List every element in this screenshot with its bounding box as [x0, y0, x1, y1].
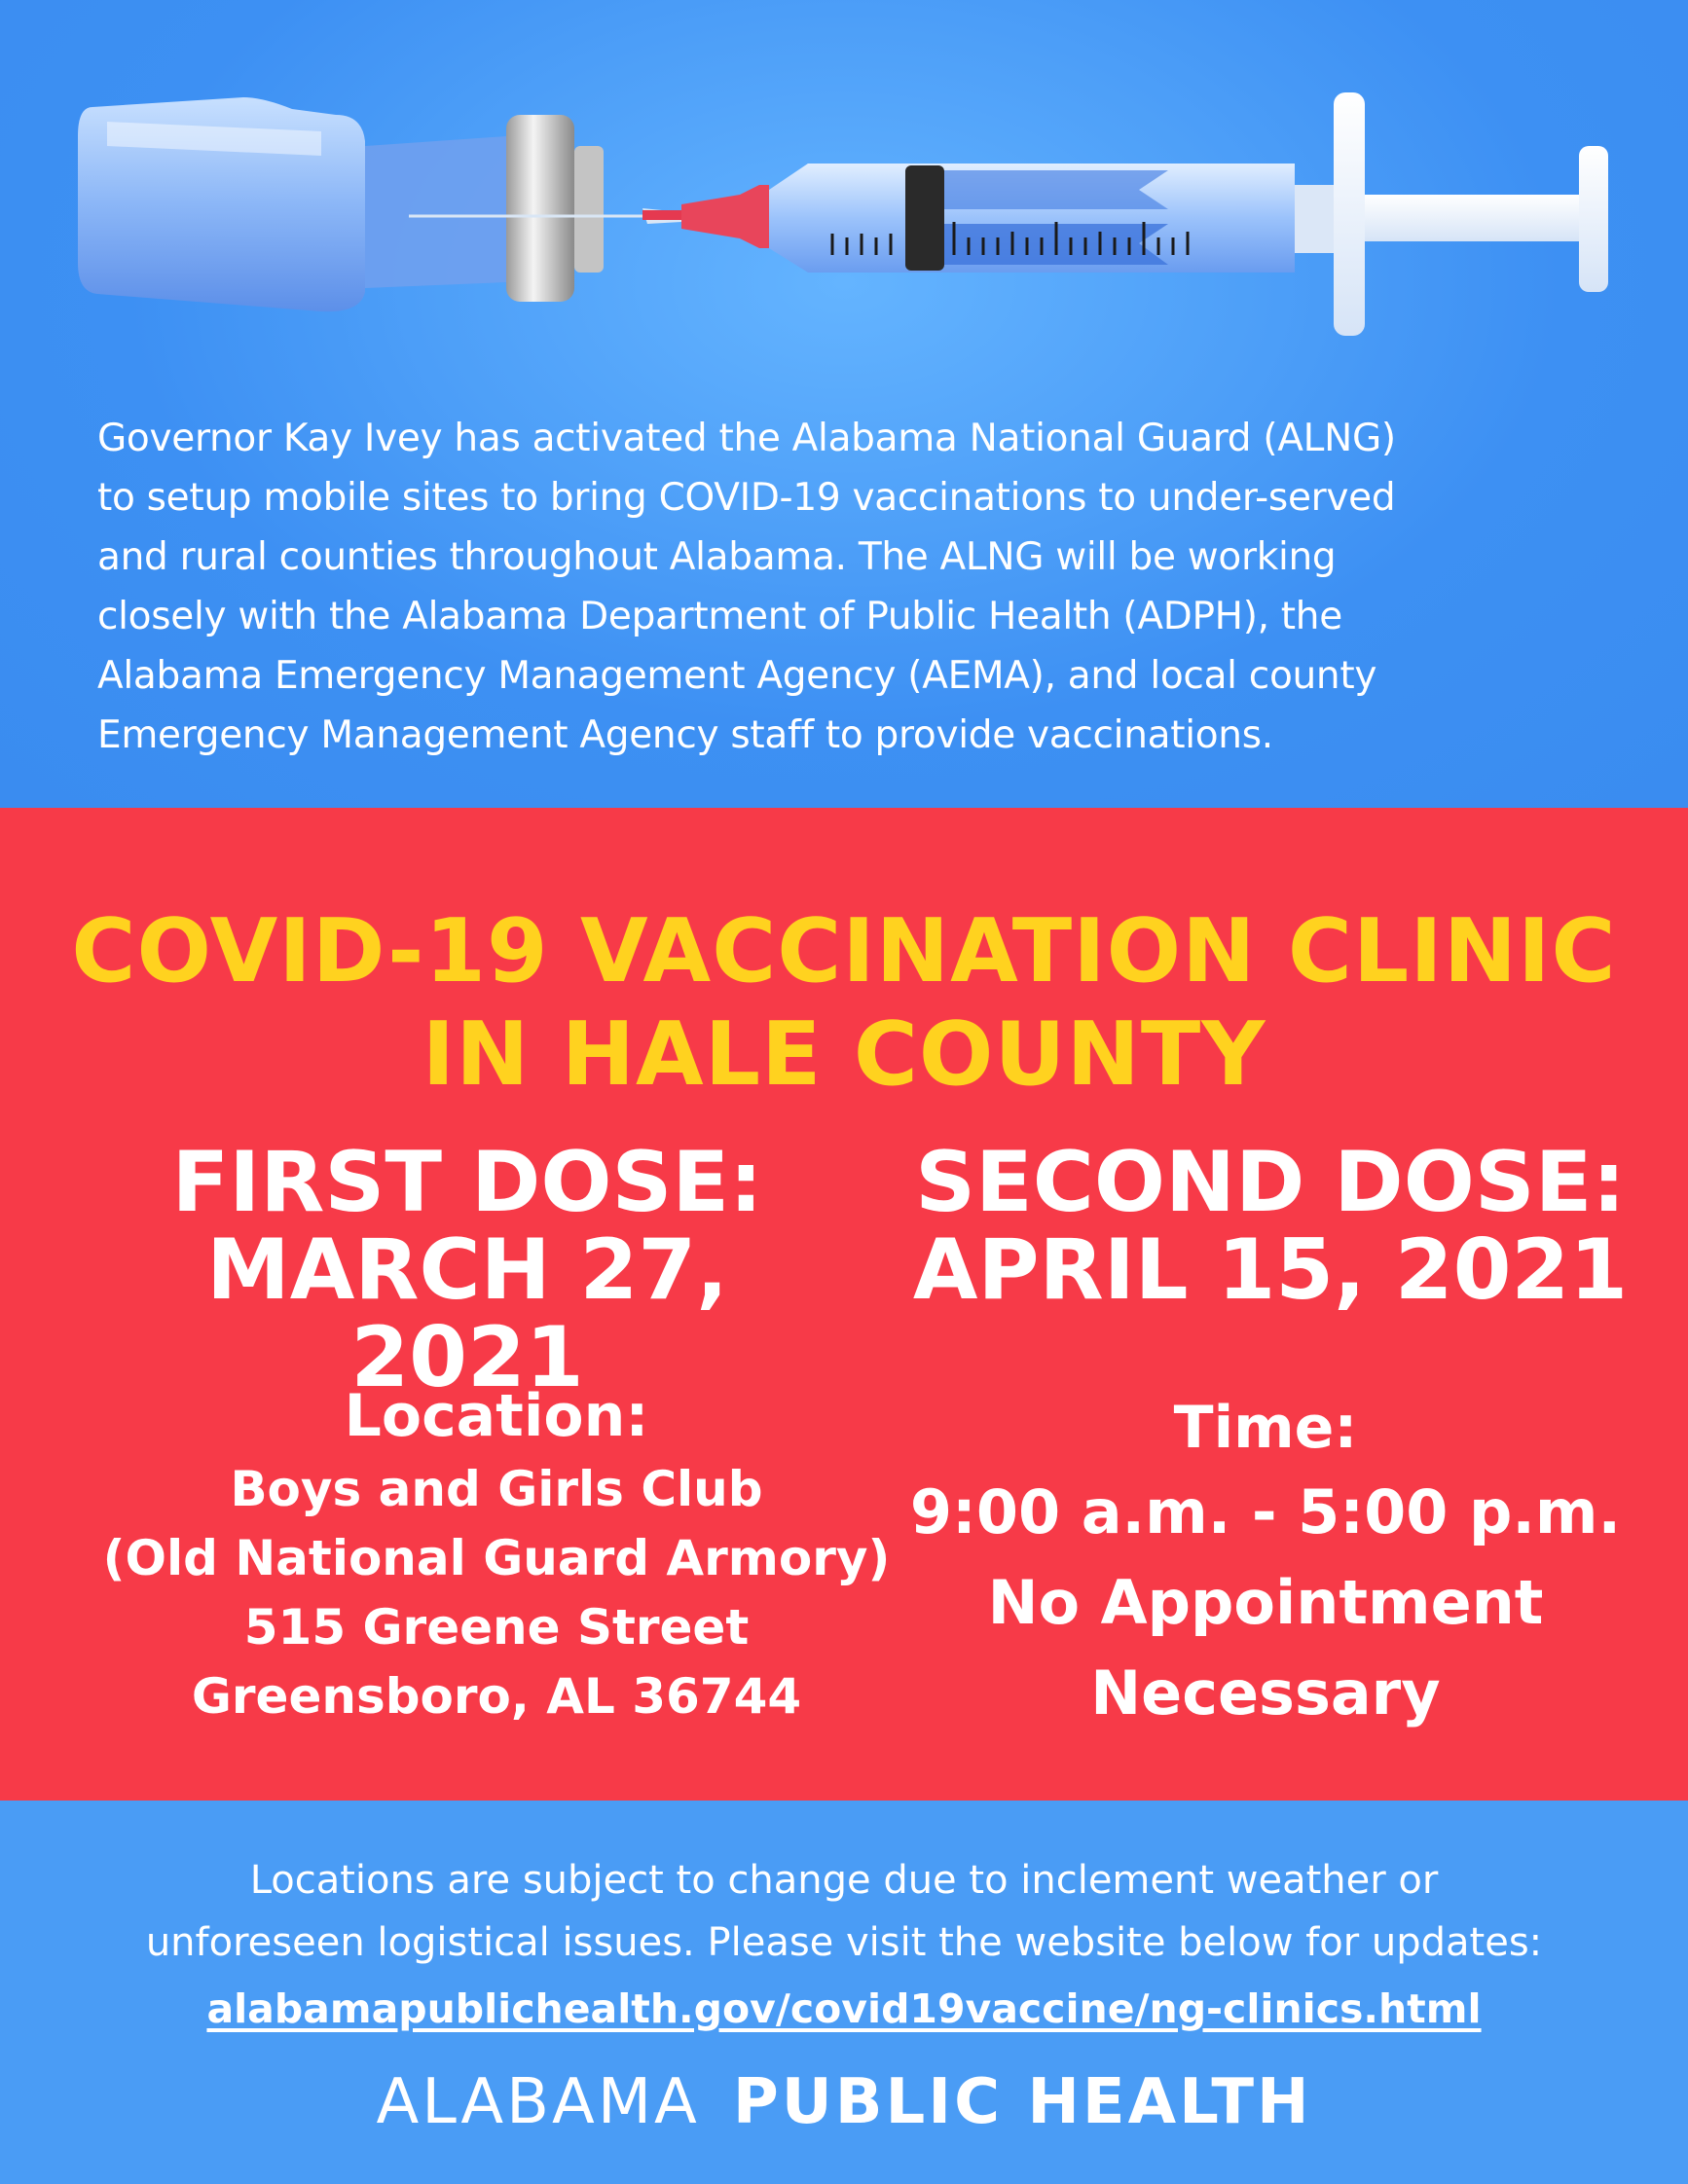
first-dose-date: MARCH 27, 2021 [206, 1221, 728, 1406]
notice-text [58, 1849, 1630, 1974]
time-label: Time: [1173, 1394, 1358, 1462]
clinics-website-link[interactable]: alabamapublichealth.gov/covid19vaccine/ng-clinics.html [206, 1985, 1482, 2032]
clinic-details-section [0, 808, 1688, 1801]
second-dose-label: SECOND DOSE: [915, 1134, 1626, 1231]
time-line: 9:00 a.m. - 5:00 p.m. [909, 1476, 1622, 1547]
clinic-title-line: COVID-19 VACCINATION CLINIC [71, 900, 1617, 1002]
time-line: No Appointment [987, 1567, 1544, 1638]
intro-line: Emergency Management Agency staff to provide vaccinations. [97, 713, 1273, 757]
brand-alabama: ALABAMA [376, 2066, 700, 2138]
footer-section [0, 1801, 1688, 2184]
intro-line: Alabama Emergency Management Agency (AEMA), and local county [97, 654, 1377, 698]
notice-line: Locations are subject to change due to inclement weather or [249, 1858, 1439, 1903]
clinic-title [0, 900, 1688, 1107]
first-dose-label: FIRST DOSE: [171, 1134, 763, 1231]
intro-line: and rural counties throughout Alabama. The ALNG will be working [97, 535, 1337, 579]
intro-section [0, 0, 1688, 808]
location-label: Location: [344, 1382, 649, 1450]
first-dose-block [78, 1134, 857, 1406]
intro-line: Governor Kay Ivey has activated the Alabama National Guard (ALNG) [97, 417, 1396, 460]
time-block [876, 1389, 1655, 1738]
clinic-title-line: IN HALE COUNTY [422, 1003, 1266, 1106]
vaccine-vial-and-syringe-illustration [0, 0, 1688, 389]
location-line: Greensboro, AL 36744 [191, 1668, 802, 1725]
alabama-public-health-logo [0, 2063, 1688, 2141]
notice-line: unforeseen logistical issues. Please visit the website below for updates: [145, 1920, 1543, 1965]
location-line: (Old National Guard Armory) [102, 1530, 891, 1586]
intro-line: to setup mobile sites to bring COVID-19 vaccinations to under-served [97, 476, 1396, 520]
second-dose-block [881, 1134, 1660, 1319]
second-dose-date: APRIL 15, 2021 [912, 1221, 1629, 1319]
brand-public-health: PUBLIC HEALTH [732, 2066, 1312, 2138]
vial-icon [78, 97, 642, 311]
intro-line: closely with the Alabama Department of Public Health (ADPH), the [97, 595, 1342, 638]
location-block [58, 1377, 935, 1731]
intro-paragraph [97, 409, 1616, 765]
location-line: 515 Greene Street [243, 1599, 750, 1656]
time-line: Necessary [1090, 1657, 1441, 1729]
syringe-icon [642, 92, 1608, 336]
location-line: Boys and Girls Club [230, 1461, 763, 1517]
